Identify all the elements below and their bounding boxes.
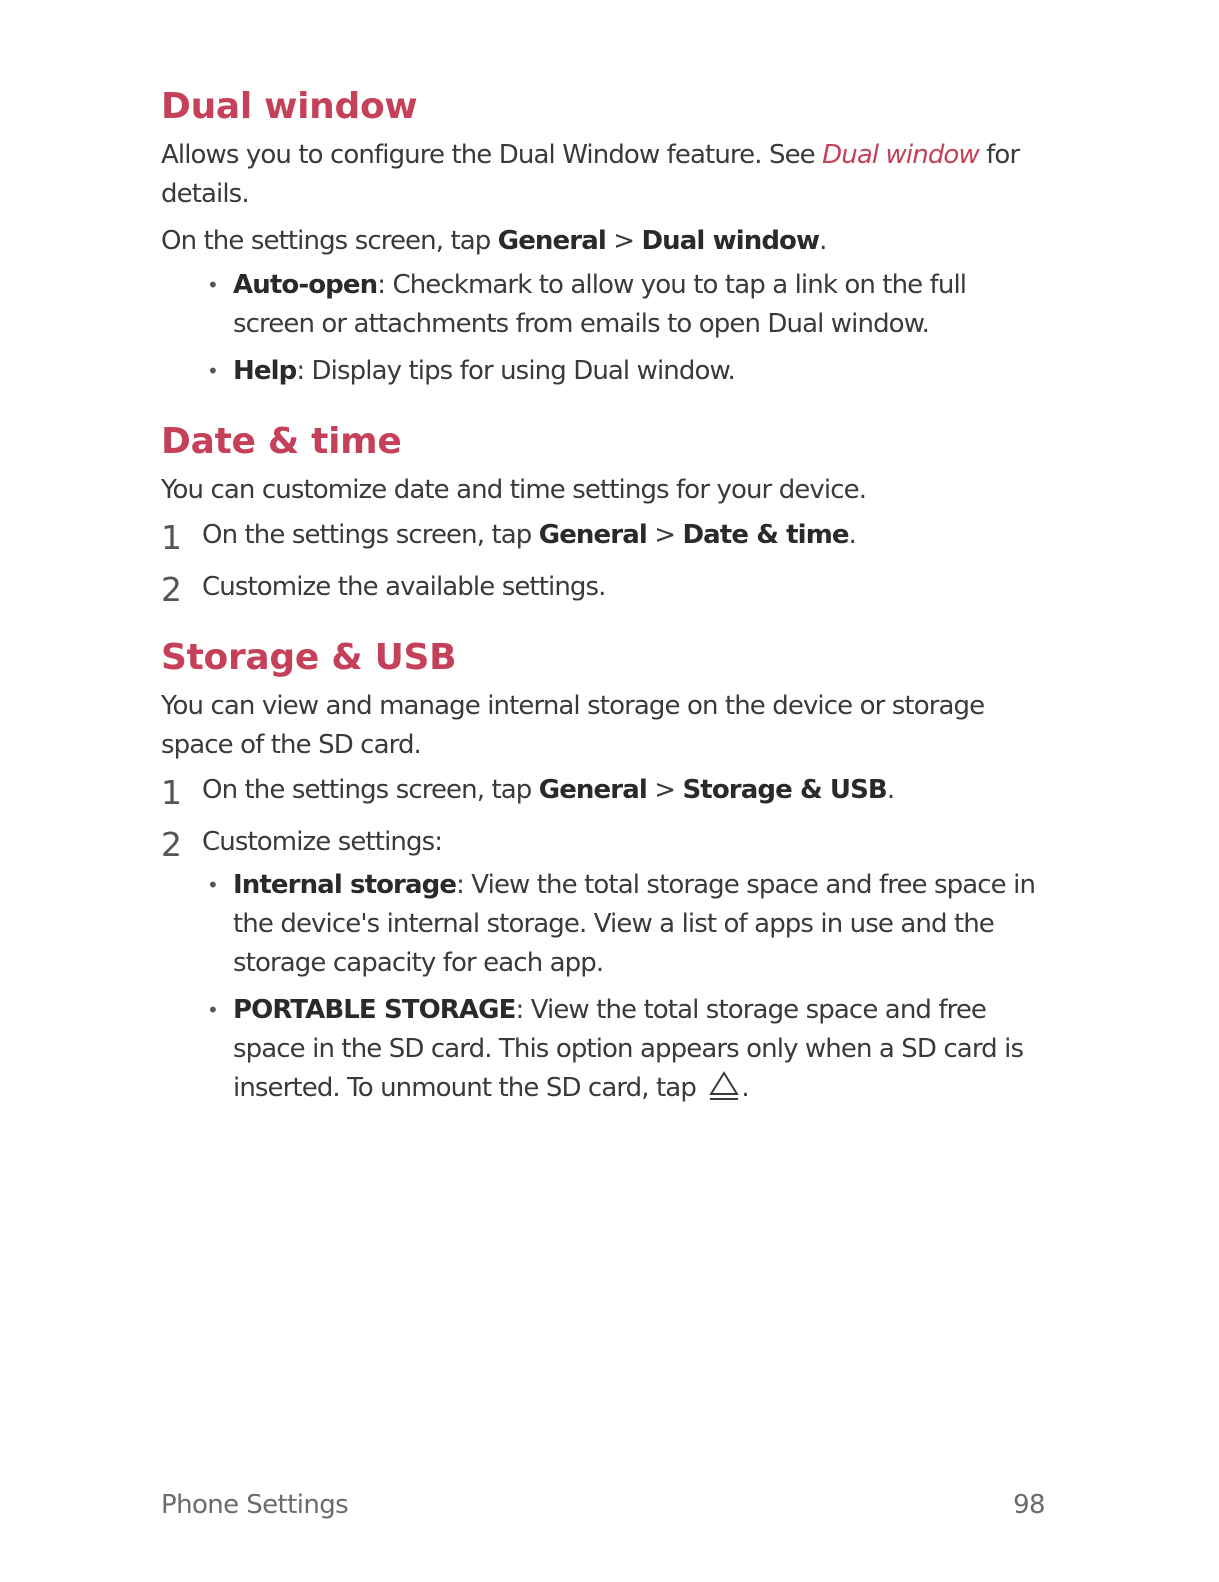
dual-window-intro <box>161 136 1051 214</box>
bullet-internal-storage <box>233 866 1051 983</box>
bullet-auto-open <box>233 266 1051 344</box>
path-end: . <box>886 775 895 805</box>
dual-window-link[interactable]: Dual window <box>822 140 979 170</box>
section-storage-usb <box>161 635 1051 1108</box>
path-text: On the settings screen, tap <box>161 226 498 256</box>
bullet-term: Auto-open <box>233 270 378 300</box>
date-time-intro: You can customize date and time settings for your device. <box>161 475 867 505</box>
storage-intro: You can view and manage internal storage on the device or storage space of the SD card. <box>161 691 985 760</box>
step-number: 2 <box>161 570 182 609</box>
dual-window-path <box>161 222 1051 261</box>
section-title-date-time: Date & time <box>161 421 402 462</box>
path-separator: > <box>605 226 642 256</box>
dual-window-options <box>161 266 1051 391</box>
bullet-text: : View the total storage space and free space in the SD card. This option appears only when a SD card is inserted. To unmount the SD card, tap <box>233 995 1024 1103</box>
section-date-time <box>161 419 1051 607</box>
step-1 <box>161 516 1051 555</box>
bullet-text: : Display tips for using Dual window. <box>296 356 735 386</box>
step-number: 1 <box>161 773 182 812</box>
dual-window-intro-text: Allows you to configure the Dual Window feature. See <box>161 140 823 170</box>
step-number: 2 <box>161 825 182 864</box>
path-separator: > <box>646 775 683 805</box>
path-general: General <box>538 520 647 550</box>
path-end: . <box>819 226 827 256</box>
step-text: Customize settings: <box>202 827 443 857</box>
footer-section-name: Phone Settings <box>161 1490 349 1520</box>
path-date-time: Date & time <box>682 520 849 550</box>
storage-steps <box>161 771 1051 1108</box>
path-general: General <box>497 226 606 256</box>
path-general: General <box>538 775 647 805</box>
bullet-portable-storage <box>233 991 1051 1108</box>
bullet-end: . <box>741 1073 749 1103</box>
page-footer <box>161 1488 1045 1522</box>
bullet-term: Internal storage <box>233 870 457 900</box>
path-end: . <box>848 520 856 550</box>
bullet-help <box>233 352 1051 391</box>
bullet-term: PORTABLE STORAGE <box>233 995 516 1025</box>
path-separator: > <box>646 520 683 550</box>
step-2 <box>161 568 1051 607</box>
path-storage-usb: Storage & USB <box>682 775 887 805</box>
bullet-text: : View the total storage space and free space in the device's internal storage. View a list of apps in use and the storage capacity for each app. <box>233 870 1036 978</box>
step-text: On the settings screen, tap <box>202 775 539 805</box>
page-content <box>161 84 1051 1136</box>
eject-icon <box>707 1070 741 1102</box>
bullet-term: Help <box>233 356 297 386</box>
page-number: 98 <box>1013 1490 1045 1520</box>
storage-options <box>202 866 1051 1108</box>
section-title-storage-usb: Storage & USB <box>161 637 457 678</box>
step-2 <box>161 823 1051 1108</box>
section-dual-window <box>161 84 1051 391</box>
section-title-dual-window: Dual window <box>161 86 418 127</box>
step-text: On the settings screen, tap <box>202 520 539 550</box>
path-dual-window: Dual window <box>641 226 820 256</box>
step-number: 1 <box>161 518 182 557</box>
date-time-steps <box>161 516 1051 607</box>
step-1 <box>161 771 1051 810</box>
step-text: Customize the available settings. <box>202 572 606 602</box>
bullet-text: : Checkmark to allow you to tap a link on the full screen or attachments from emails to open Dual window. <box>233 270 967 339</box>
dual-window-intro-tail: for details. <box>161 140 1020 209</box>
